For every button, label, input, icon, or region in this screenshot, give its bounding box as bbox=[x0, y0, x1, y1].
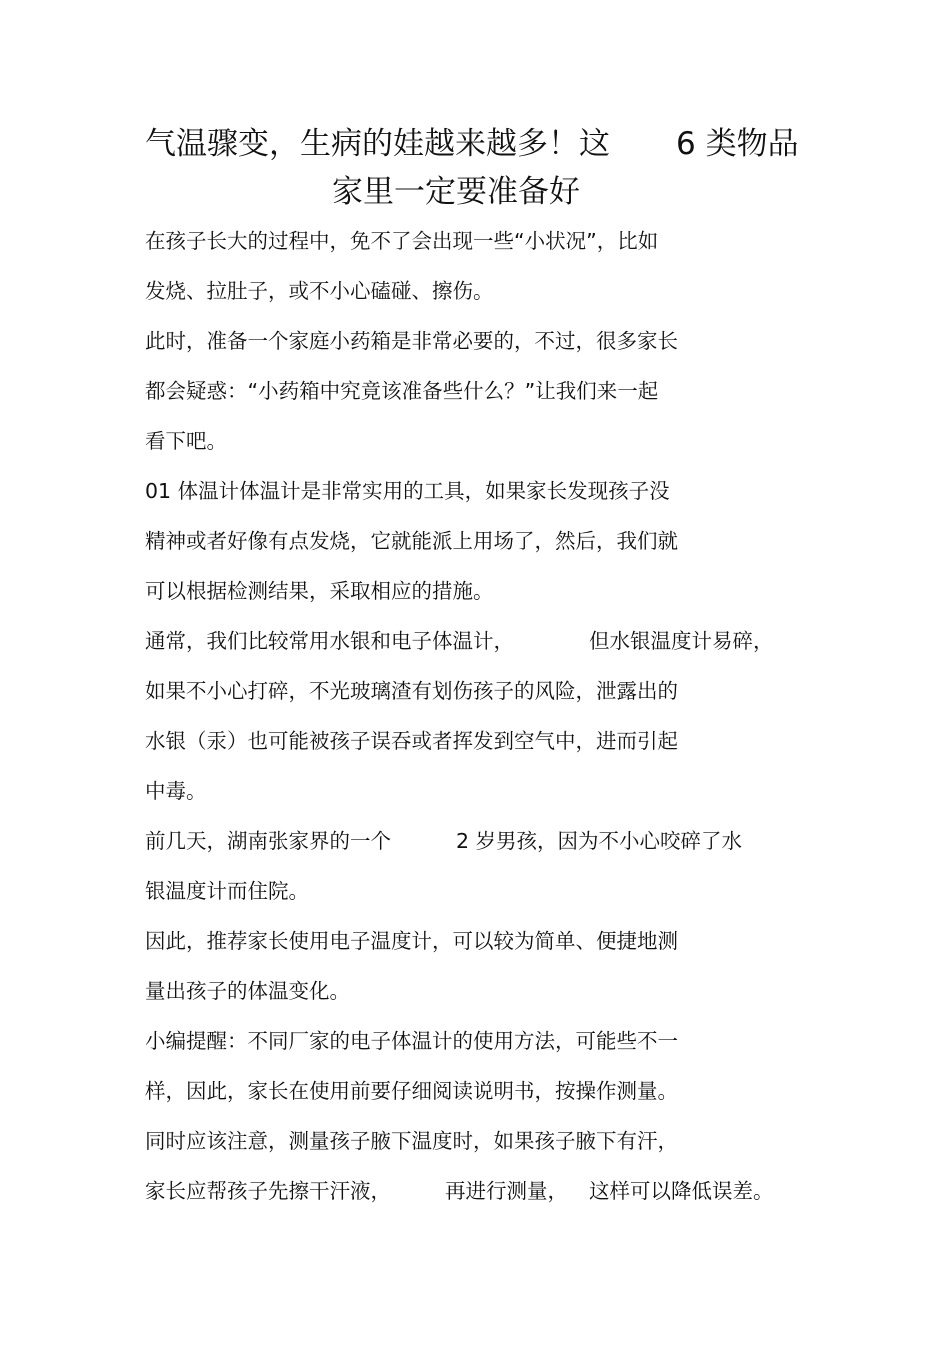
text-segment: 精神或者好像有点发烧，它就能派上用场了，然后，我们就 bbox=[145, 529, 678, 553]
text-segment: 看下吧。 bbox=[145, 429, 227, 453]
title-part-1: 气温骤变，生病的娃越来越多！这 bbox=[145, 126, 610, 162]
text-segment: 样，因此，家长在使用前要仔细阅读说明书，按操作测量。 bbox=[145, 1079, 678, 1103]
text-segment: 在孩子长大的过程中，免不了会出现一些“小状况”，比如 bbox=[145, 229, 659, 253]
text-segment: 因此，推荐家长使用电子温度计，可以较为简单、便捷地测 bbox=[145, 929, 678, 953]
text-segment: 这样可以降低误差。 bbox=[589, 1179, 774, 1203]
text-segment: 同时应该注意，测量孩子腋下温度时，如果孩子腋下有汗， bbox=[145, 1129, 678, 1153]
text-segment: 家长应帮孩子先擦干汗液， bbox=[145, 1179, 391, 1203]
text-segment: 小编提醒：不同厂家的电子体温计的使用方法，可能些不一 bbox=[145, 1029, 678, 1053]
text-segment: 银温度计而住院。 bbox=[145, 879, 309, 903]
title-part-2: 6 类物品 bbox=[676, 126, 799, 162]
title-part-3: 家里一定要准备好 bbox=[332, 174, 580, 210]
text-segment: 通常，我们比较常用水银和电子体温计， bbox=[145, 629, 514, 653]
text-segment: 中毒。 bbox=[145, 779, 207, 803]
text-segment: 水银（汞）也可能被孩子误吞或者挥发到空气中，进而引起 bbox=[145, 729, 678, 753]
text-segment: 2 岁男孩，因为不小心咬碎了水 bbox=[456, 829, 743, 853]
text-segment: 都会疑惑：“小药箱中究竟该准备些什么？”让我们来一起 bbox=[145, 379, 659, 403]
text-segment: 量出孩子的体温变化。 bbox=[145, 979, 350, 1003]
text-segment: 但水银温度计易碎， bbox=[589, 629, 774, 653]
text-segment: 前几天，湖南张家界的一个 bbox=[145, 829, 391, 853]
text-segment: 01 体温计体温计是非常实用的工具，如果家长发现孩子没 bbox=[145, 479, 670, 503]
text-segment: 再进行测量， bbox=[445, 1179, 568, 1203]
text-segment: 发烧、拉肚子，或不小心磕碰、擦伤。 bbox=[145, 279, 494, 303]
text-segment: 此时，准备一个家庭小药箱是非常必要的，不过，很多家长 bbox=[145, 329, 678, 353]
text-segment: 如果不小心打碎，不光玻璃渣有划伤孩子的风险，泄露出的 bbox=[145, 679, 678, 703]
text-segment: 可以根据检测结果，采取相应的措施。 bbox=[145, 579, 494, 603]
